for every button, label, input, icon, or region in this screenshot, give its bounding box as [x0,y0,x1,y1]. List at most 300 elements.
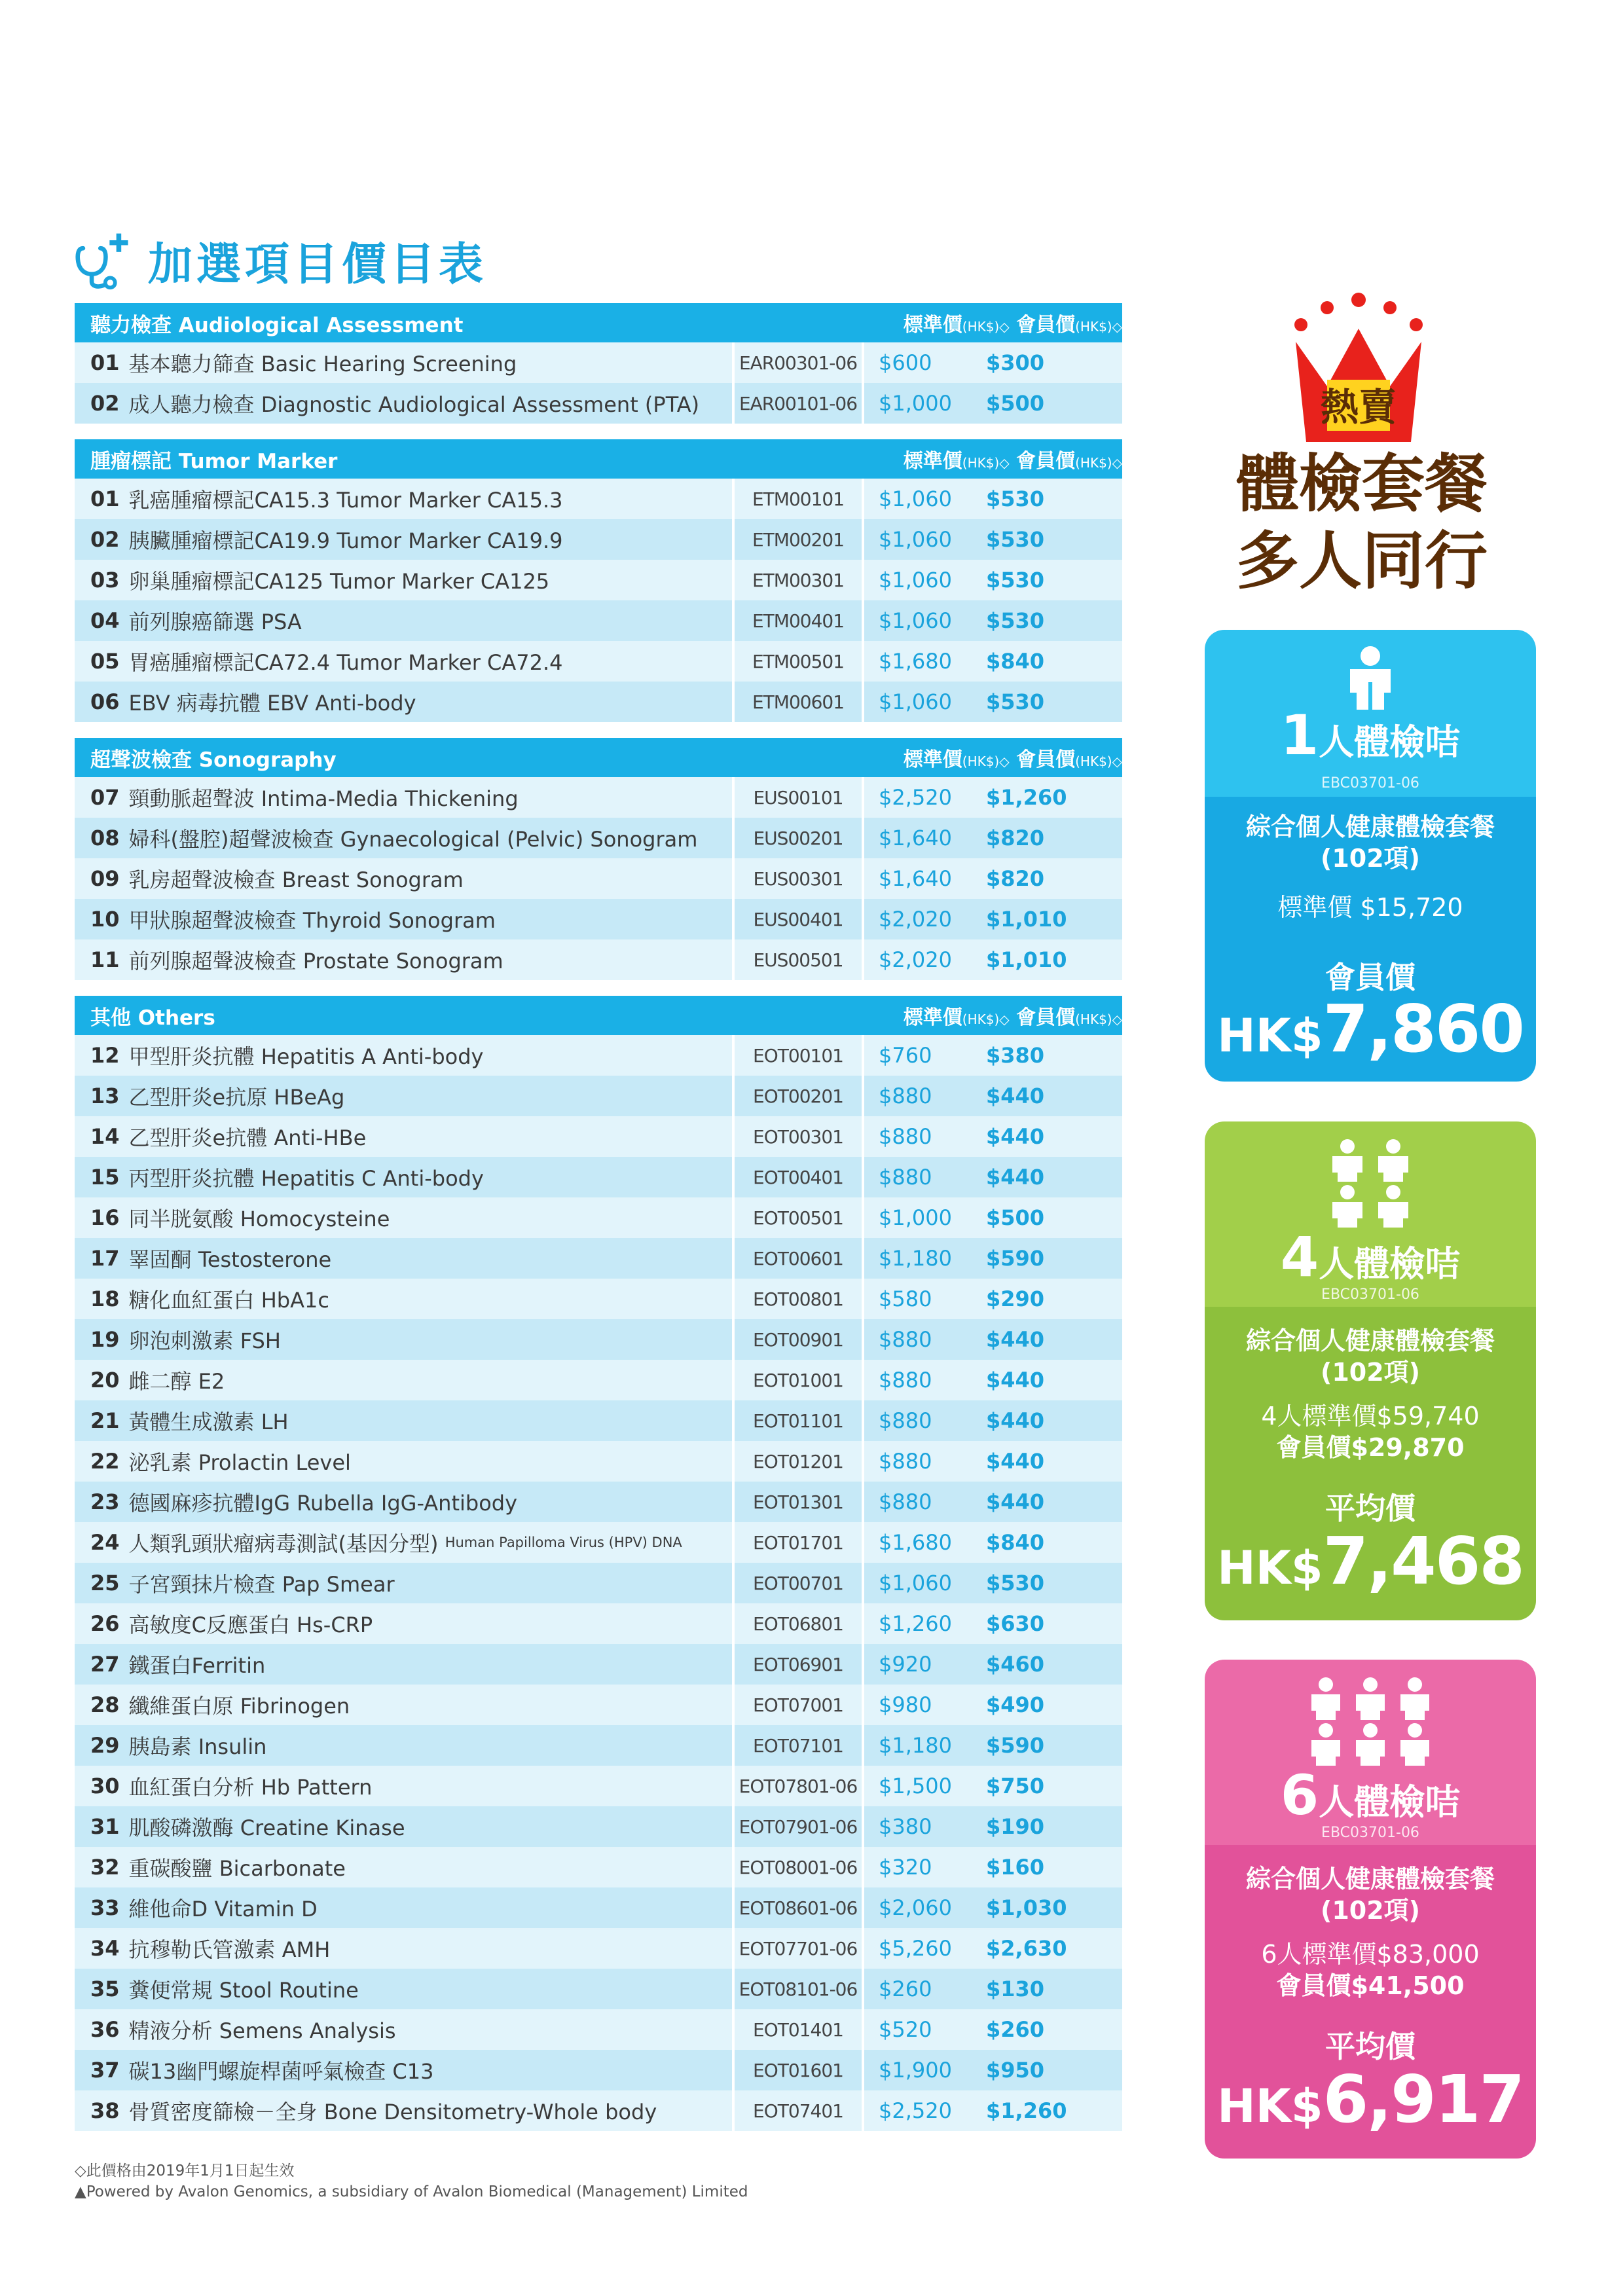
item-name [75,519,735,560]
item-name-text: 婦科(盤腔)超聲波檢查 Gynaecological (Pelvic) Sonogram [128,827,698,852]
standard-price: $580 [879,1286,932,1311]
member-price: $590 [986,1246,1045,1271]
item-code: EOT00701 [735,1563,864,1603]
section-2 [75,738,1122,980]
item-name-text: 糞便常規 Stool Routine [128,1978,359,2003]
item-name [75,1806,735,1847]
item-name-text: 維他命D Vitamin D [128,1897,318,1922]
item-name-text: 甲狀腺超聲波檢查 Thyroid Sonogram [128,908,496,933]
price-value: HK$6,917 [1217,2061,1524,2138]
item-name [75,1766,735,1806]
item-code: EOT00401 [735,1157,864,1197]
section-title: 超聲波檢查 Sonography [90,748,337,772]
item-number: 12 [90,1043,120,1068]
member-price: $530 [986,689,1045,714]
item-code: ETM00401 [735,600,864,641]
std-price-header: 標準價 [903,450,962,473]
people-icon-4 [1205,1139,1536,1230]
item-number: 09 [90,866,120,891]
group-of-4-icon [1325,1139,1416,1230]
item-name-small: Human Papilloma Virus (HPV) DNA [445,1535,682,1550]
member-price: $500 [986,391,1045,416]
page-title: 加選項目價目表 [148,238,488,291]
price-column-headers [904,308,1122,337]
member-price: $500 [986,1205,1045,1230]
item-name-text: 甲型肝炎抗體 Hepatitis A Anti-body [128,1044,484,1069]
item-name [75,1441,735,1482]
standard-price: $1,260 [879,1611,952,1636]
item-name-text: 重碳酸鹽 Bicarbonate [128,1856,346,1881]
item-code: EOT01001 [735,1360,864,1400]
table-row [75,939,1122,980]
standard-price: $880 [879,1408,932,1433]
standard-price: $1,060 [879,527,952,552]
member-price: $1,010 [986,947,1067,972]
member-price: $530 [986,568,1045,592]
item-name-text: 精液分析 Semens Analysis [128,2018,396,2043]
standard-price: $1,060 [879,568,952,592]
table-row [75,1644,1122,1685]
table-row [75,1563,1122,1603]
standard-price: $2,020 [879,947,952,972]
item-name-text: 子宮頸抹片檢查 Pap Smear [128,1572,395,1597]
standard-price: $880 [879,1489,932,1514]
item-number: 36 [90,2017,120,2042]
member-price-line: 會員價$29,870 [1276,1433,1465,1462]
item-number: 04 [90,608,120,633]
package-name: 綜合個人健康體檢套餐 (102項) [1245,812,1495,873]
section-title: 腫瘤標記 Tumor Marker [90,449,338,473]
table-row [75,858,1122,899]
std-price-unit: (HK$)◇ [962,319,1010,335]
item-code: EOT00601 [735,1238,864,1279]
package-card-1-person[interactable] [1205,630,1536,1082]
item-name [75,1279,735,1319]
item-code: EUS00501 [735,939,864,980]
table-row [75,560,1122,600]
item-code: ETM00501 [735,641,864,682]
table-row [75,383,1122,424]
standard-price: $380 [879,1814,932,1839]
item-number: 25 [90,1571,120,1595]
item-name-text: 同半胱氨酸 Homocysteine [128,1207,390,1231]
std-price-header: 標準價 [903,1006,962,1029]
item-name-text: 糖化血紅蛋白 HbA1c [128,1288,329,1313]
item-code: EOT01601 [735,2050,864,2090]
item-name-text: 乳房超聲波檢查 Breast Sonogram [128,867,464,892]
standard-price: $1,060 [879,608,952,633]
item-code: EOT08601-06 [735,1887,864,1928]
member-price: $440 [986,1368,1045,1393]
item-code: EOT06901 [735,1644,864,1685]
item-name-text: 卵巢腫瘤標記CA125 Tumor Marker CA125 [128,569,550,594]
item-name [75,1035,735,1076]
member-price: $950 [986,2058,1045,2083]
table-row [75,1725,1122,1766]
item-name [75,560,735,600]
standard-price: $980 [879,1692,932,1717]
member-price: $440 [986,1124,1045,1149]
member-price-header: 會員價 [1016,450,1076,473]
member-price: $190 [986,1814,1045,1839]
item-code: EOT01101 [735,1400,864,1441]
item-number: 13 [90,1084,120,1108]
item-name [75,383,735,424]
std-price-header: 標準價 [903,314,962,337]
item-code: EOT07001 [735,1685,864,1725]
member-price: $160 [986,1855,1045,1880]
stethoscope-plus-icon [72,230,134,291]
item-number: 02 [90,391,120,416]
table-row [75,1279,1122,1319]
item-name [75,1116,735,1157]
table-row [75,1685,1122,1725]
member-price: $130 [986,1977,1045,2001]
item-code: EOT00301 [735,1116,864,1157]
item-name-text: 碳13幽門螺旋桿菌呼氣檢查 C13 [128,2059,434,2084]
item-code: EOT06801 [735,1603,864,1644]
member-price: $2,630 [986,1936,1067,1961]
item-number: 28 [90,1692,120,1717]
item-name-text: 血紅蛋白分析 Hb Pattern [128,1775,373,1800]
item-name-text: 頸動脈超聲波 Intima-Media Thickening [128,786,519,811]
item-name [75,1238,735,1279]
member-price: $440 [986,1327,1045,1352]
item-name-text: 前列腺超聲波檢查 Prostate Sonogram [128,949,503,974]
section-title: 聽力檢查 Audiological Assessment [90,313,464,337]
table-row [75,2090,1122,2131]
item-name [75,1969,735,2009]
price-tables [75,303,1122,2147]
table-row [75,519,1122,560]
item-name-text: 雌二醇 E2 [128,1369,225,1394]
std-price-header: 標準價 [903,748,962,771]
item-number: 22 [90,1449,120,1474]
item-name-text: 胰島素 Insulin [128,1734,267,1759]
item-number: 20 [90,1368,120,1393]
table-row [75,1969,1122,2009]
table-row [75,342,1122,383]
item-name-text: 人類乳頭狀瘤病毒測試(基因分型) [128,1531,439,1556]
member-price: $260 [986,2017,1045,2042]
standard-price: $2,060 [879,1895,952,1920]
item-code: EOT00901 [735,1319,864,1360]
section-title: 其他 Others [90,1006,215,1030]
item-name [75,2050,735,2090]
card-count: 1人體檢咭 [1280,703,1461,767]
item-name-text: 胃癌腫瘤標記CA72.4 Tumor Marker CA72.4 [128,650,563,675]
item-number: 19 [90,1327,120,1352]
item-code: EUS00301 [735,858,864,899]
std-price-unit: (HK$)◇ [962,455,1010,471]
item-code: EOT07101 [735,1725,864,1766]
item-name-text: 乙型肝炎e抗原 HBeAg [128,1085,345,1110]
table-row [75,818,1122,858]
item-code: ETM00201 [735,519,864,560]
item-name-text: 抗穆勒氏管激素 AMH [128,1937,331,1962]
member-price: $530 [986,608,1045,633]
member-price: $630 [986,1611,1045,1636]
item-number: 23 [90,1489,120,1514]
standard-price-line: 標準價 $15,720 [1277,893,1463,922]
table-row [75,1887,1122,1928]
standard-price-line: 6人標準價$83,000 [1261,1940,1480,1969]
standard-price: $2,520 [879,2098,952,2123]
member-price-header: 會員價 [1016,314,1076,337]
item-name [75,1928,735,1969]
standard-price: $880 [879,1124,932,1149]
member-price: $590 [986,1733,1045,1758]
item-code: EOT08101-06 [735,1969,864,2009]
person-icon [1341,646,1400,711]
footnote-effective-date: ◇此價格由2019年1月1日起生效 [75,2162,295,2179]
member-price: $490 [986,1692,1045,1717]
price-value: HK$7,468 [1217,1523,1524,1599]
item-name [75,899,735,939]
standard-price: $880 [879,1368,932,1393]
item-name-text: 乙型肝炎e抗體 Anti-HBe [128,1125,367,1150]
item-number: 34 [90,1936,120,1961]
standard-price: $880 [879,1327,932,1352]
item-code: EOT01701 [735,1522,864,1563]
item-number: 05 [90,649,120,674]
item-name [75,818,735,858]
section-header [75,996,1122,1035]
item-number: 35 [90,1977,120,2001]
item-number: 27 [90,1652,120,1677]
item-name-text: 鐵蛋白Ferritin [128,1653,266,1678]
item-name [75,1400,735,1441]
item-name-text: 黃體生成激素 LH [128,1410,289,1434]
item-name [75,1847,735,1887]
member-price-line: 會員價$41,500 [1276,1971,1465,2000]
member-price: $530 [986,527,1045,552]
item-number: 11 [90,947,120,972]
item-code: EOT00501 [735,1197,864,1238]
item-code: EOT07401 [735,2090,864,2131]
standard-price: $920 [879,1652,932,1677]
standard-price: $320 [879,1855,932,1880]
item-name-text: 基本聽力篩查 Basic Hearing Screening [128,352,517,376]
item-name [75,1076,735,1116]
table-row [75,682,1122,722]
standard-price: $600 [879,350,932,375]
item-number: 01 [90,350,120,375]
hot-label: 熱賣 [1320,385,1397,429]
card-count: 4人體檢咭 [1280,1225,1461,1289]
table-row [75,1522,1122,1563]
item-code: ETM00601 [735,682,864,722]
item-number: 17 [90,1246,120,1271]
member-price: $1,010 [986,907,1067,932]
item-name-text: 卵泡刺激素 FSH [128,1328,281,1353]
standard-price: $1,640 [879,826,952,850]
item-name-text: 胰臟腫瘤標記CA19.9 Tumor Marker CA19.9 [128,528,563,553]
item-number: 29 [90,1733,120,1758]
item-code: EUS00201 [735,818,864,858]
standard-price-line: 4人標準價$59,740 [1261,1402,1480,1430]
table-row [75,600,1122,641]
table-row [75,1076,1122,1116]
item-name [75,1603,735,1644]
std-price-unit: (HK$)◇ [962,754,1010,769]
item-code: EUS00101 [735,777,864,818]
footnotes [75,2160,748,2202]
table-row [75,1157,1122,1197]
table-row [75,1928,1122,1969]
package-name: 綜合個人健康體檢套餐 (102項) [1245,1865,1495,1925]
item-name [75,2090,735,2131]
item-code: EOT07901-06 [735,1806,864,1847]
section-header [75,303,1122,342]
item-name-text: 乳癌腫瘤標記CA15.3 Tumor Marker CA15.3 [128,488,563,513]
item-code: EOT01201 [735,1441,864,1482]
item-name [75,1563,735,1603]
table-row [75,899,1122,939]
standard-price: $1,060 [879,486,952,511]
price-column-headers [904,743,1122,772]
table-row [75,1766,1122,1806]
item-name-text: 丙型肝炎抗體 Hepatitis C Anti-body [128,1166,484,1191]
item-number: 24 [90,1530,120,1555]
member-price: $380 [986,1043,1045,1068]
item-number: 26 [90,1611,120,1636]
item-code: ETM00101 [735,479,864,519]
price-column-headers [904,445,1122,473]
table-row [75,1847,1122,1887]
member-price: $290 [986,1286,1045,1311]
item-code: EOT01401 [735,2009,864,2050]
standard-price: $1,500 [879,1774,952,1798]
price-label: 平均價 [1325,2029,1416,2064]
item-number: 33 [90,1895,120,1920]
item-code: EOT00101 [735,1035,864,1076]
member-price: $440 [986,1084,1045,1108]
item-name [75,1197,735,1238]
item-name [75,682,735,722]
item-number: 14 [90,1124,120,1149]
item-number: 03 [90,568,120,592]
item-number: 15 [90,1165,120,1190]
table-row [75,1197,1122,1238]
table-row [75,1319,1122,1360]
table-row [75,1603,1122,1644]
item-name [75,1360,735,1400]
table-row [75,1806,1122,1847]
item-name [75,641,735,682]
member-price: $840 [986,1530,1045,1555]
item-name [75,777,735,818]
item-name-text: 前列腺癌篩選 PSA [128,610,302,634]
item-number: 32 [90,1855,120,1880]
member-price: $750 [986,1774,1045,1798]
section-1 [75,439,1122,722]
item-number: 06 [90,689,120,714]
item-number: 01 [90,486,120,511]
item-code: EUS00401 [735,899,864,939]
item-name [75,1725,735,1766]
item-number: 21 [90,1408,120,1433]
member-price: $1,260 [986,2098,1067,2123]
footnote-powered-by: ▲Powered by Avalon Genomics, a subsidiary of Avalon Biomedical (Management) Limited [75,2183,748,2200]
standard-price: $260 [879,1977,932,2001]
standard-price: $2,520 [879,785,952,810]
item-code: EOT00201 [735,1076,864,1116]
table-row [75,1238,1122,1279]
member-price-header: 會員價 [1016,1006,1076,1029]
item-name [75,1685,735,1725]
table-row [75,2050,1122,2090]
price-label: 會員價 [1325,960,1416,995]
item-name-text: EBV 病毒抗體 EBV Anti-body [128,691,416,716]
member-price-unit: (HK$)◇ [1075,319,1122,335]
member-price: $530 [986,1571,1045,1595]
item-number: 37 [90,2058,120,2083]
package-card-6-person[interactable] [1205,1660,1536,2159]
item-name-text: 纖維蛋白原 Fibrinogen [128,1694,350,1719]
price-column-headers [904,1001,1122,1030]
standard-price: $1,060 [879,1571,952,1595]
item-name [75,479,735,519]
standard-price: $880 [879,1449,932,1474]
member-price: $1,030 [986,1895,1067,1920]
item-number: 10 [90,907,120,932]
standard-price: $2,020 [879,907,952,932]
member-price: $1,260 [986,785,1067,810]
item-number: 08 [90,826,120,850]
item-code: EOT00801 [735,1279,864,1319]
item-name [75,1157,735,1197]
standard-price: $1,000 [879,391,952,416]
item-name [75,939,735,980]
standard-price: $1,640 [879,866,952,891]
people-icon-6 [1205,1677,1536,1768]
item-name [75,1887,735,1928]
member-price: $530 [986,486,1045,511]
card-code: EBC03701-06 [1321,775,1419,792]
item-code: ETM00301 [735,560,864,600]
table-row [75,1035,1122,1076]
package-card-4-person[interactable] [1205,1121,1536,1620]
price-value: HK$7,860 [1217,991,1524,1067]
item-name-text: 睪固酮 Testosterone [128,1247,332,1272]
member-price: $820 [986,826,1045,850]
member-price: $820 [986,866,1045,891]
table-row [75,641,1122,682]
item-name [75,1644,735,1685]
standard-price: $1,180 [879,1733,952,1758]
people-icon-1 [1205,646,1536,711]
section-0 [75,303,1122,424]
item-number: 18 [90,1286,120,1311]
table-row [75,1441,1122,1482]
standard-price: $520 [879,2017,932,2042]
group-of-6-icon [1306,1677,1434,1768]
item-code: EAR00301-06 [735,342,864,383]
standard-price: $1,180 [879,1246,952,1271]
price-label: 平均價 [1325,1491,1416,1526]
item-name [75,1482,735,1522]
item-name-text: 骨質密度篩檢－全身 Bone Densitometry-Whole body [128,2100,657,2124]
standard-price: $880 [879,1165,932,1190]
table-row [75,1400,1122,1441]
item-number: 07 [90,785,120,810]
item-code: EOT07701-06 [735,1928,864,1969]
item-number: 02 [90,527,120,552]
promo-title-line2: 多人同行 [1236,524,1488,598]
table-row [75,1116,1122,1157]
item-name [75,342,735,383]
